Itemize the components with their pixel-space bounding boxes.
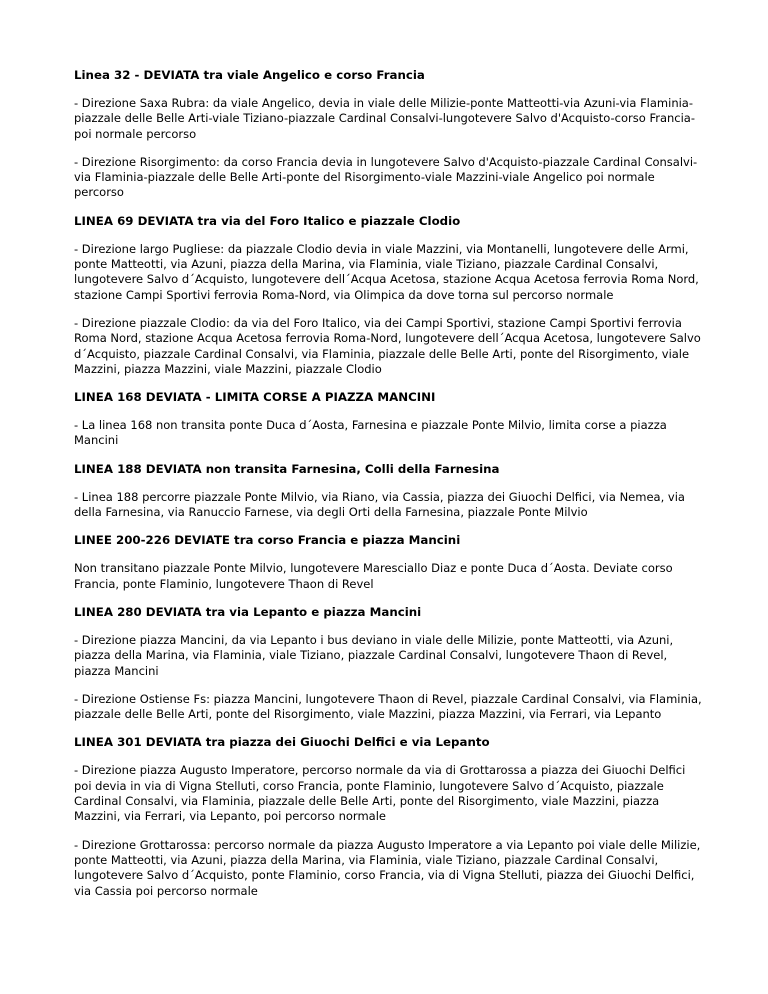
section-title: LINEA 188 DEVIATA non transita Farnesina, Colli della Farnesina — [74, 461, 500, 476]
paragraph: - Direzione piazza Augusto Imperatore, percorso normale da via di Grottarossa a piazza dei Giuochi Delfici poi devia in via di Vigna Stelluti, corso Francia, ponte Flaminio, lungotevere Salvo d´Acquisto, piazzale Cardinal Consalvi, via Flaminia, piazzale delle Belle Arti, ponte del Risorgimento, viale Mazzini, piazza Mazzini, via Ferrari, via Lepanto, poi percorso normale — [74, 763, 686, 824]
section-linea-301 — [74, 735, 702, 898]
section-title: LINEE 200-226 DEVIATE tra corso Francia e piazza Mancini — [74, 533, 461, 548]
section-linea-32 — [74, 68, 702, 201]
section-title: LINEA 301 DEVIATA tra piazza dei Giuochi Delfici e via Lepanto — [74, 735, 490, 750]
section-linea-280 — [74, 605, 702, 722]
document-page — [74, 68, 702, 912]
section-title: LINEA 280 DEVIATA tra via Lepanto e piazza Mancini — [74, 604, 422, 619]
section-linea-188 — [74, 462, 702, 521]
paragraph: - La linea 168 non transita ponte Duca d´Aosta, Farnesina e piazzale Ponte Milvio, limita corse a piazza Mancini — [74, 418, 667, 448]
paragraph: Non transitano piazzale Ponte Milvio, lungotevere Maresciallo Diaz e ponte Duca d´Aosta. Deviate corso Francia, ponte Flaminio, lungotevere Thaon di Revel — [74, 561, 673, 591]
section-title: LINEA 168 DEVIATA - LIMITA CORSE A PIAZZA MANCINI — [74, 390, 436, 405]
section-linee-200-226 — [74, 533, 702, 592]
paragraph: - Direzione Saxa Rubra: da viale Angelico, devia in viale delle Milizie-ponte Matteotti-via Azuni-via Flaminia-piazzale delle Belle Arti-viale Tiziano-piazzale Cardinal Consalvi-lungotevere Salvo d'Acquisto-corso Francia-poi normale percorso — [74, 96, 695, 141]
paragraph: - Direzione piazza Mancini, da via Lepanto i bus deviano in viale delle Milizie, ponte Matteotti, via Azuni, piazza della Marina, via Flaminia, viale Tiziano, piazzale Cardinal Consalvi, lungotevere Thaon di Revel, piazza Mancini — [74, 632, 674, 678]
section-title: LINEA 69 DEVIATA tra via del Foro Italico e piazzale Clodio — [74, 213, 461, 228]
section-title: Linea 32 - DEVIATA tra viale Angelico e corso Francia — [74, 68, 425, 82]
paragraph: - Direzione Risorgimento: da corso Francia devia in lungotevere Salvo d'Acquisto-piazzale Cardinal Consalvi-via Flaminia-piazzale delle Belle Arti-ponte del Risorgimento-viale Mazzini-viale Angelico poi normale percorso — [74, 154, 698, 200]
paragraph: - Direzione Grottarossa: percorso normale da piazza Augusto Imperatore a via Lepanto poi viale delle Milizie, ponte Matteotti, via Azuni, piazza della Marina, via Flaminia, viale Tiziano, piazzale Cardinal Consalvi, lungotevere Salvo d´Acquisto, ponte Flaminio, corso Francia, via di Vigna Stelluti, piazza dei Giuochi Delfici, via Cassia poi percorso normale — [74, 837, 701, 898]
paragraph: - Direzione Ostiense Fs: piazza Mancini, lungotevere Thaon di Revel, piazzale Cardinal Consalvi, via Flaminia, piazzale delle Belle Arti, ponte del Risorgimento, viale Mazzini, piazza Mazzini, via Ferrari, via Lepanto — [74, 691, 702, 722]
section-linea-69 — [74, 214, 702, 377]
paragraph: - Direzione largo Pugliese: da piazzale Clodio devia in viale Mazzini, via Montanelli, lungotevere delle Armi, ponte Matteotti, via Azuni, piazza della Marina, via Flaminia, viale Tiziano, piazzale Cardinal Consalvi, lungotevere Salvo d´Acquisto, lungotevere dell´Acqua Acetosa, stazione Acqua Acetosa ferrovia Roma Nord, stazione Campi Sportivi ferrovia Roma-Nord, via Olimpica da dove torna sul percorso normale — [74, 241, 699, 302]
paragraph: - Direzione piazzale Clodio: da via del Foro Italico, via dei Campi Sportivi, stazione Campi Sportivi ferrovia Roma Nord, stazione Acqua Acetosa ferrovia Roma-Nord, lungotevere dell´Acqua Acetosa, lungotevere Salvo d´Acquisto, piazzale Cardinal Consalvi, via Flaminia, piazzale delle Belle Arti, ponte del Risorgimento, viale Mazzini, piazza Mazzini, viale Mazzini, piazzale Clodio — [74, 315, 701, 376]
section-linea-168 — [74, 390, 702, 449]
paragraph: - Linea 188 percorre piazzale Ponte Milvio, via Riano, via Cassia, piazza dei Giuochi Delfici, via Nemea, via della Farnesina, via Ranuccio Farnese, via degli Orti della Farnesina, piazzale Ponte Milvio — [74, 489, 685, 520]
